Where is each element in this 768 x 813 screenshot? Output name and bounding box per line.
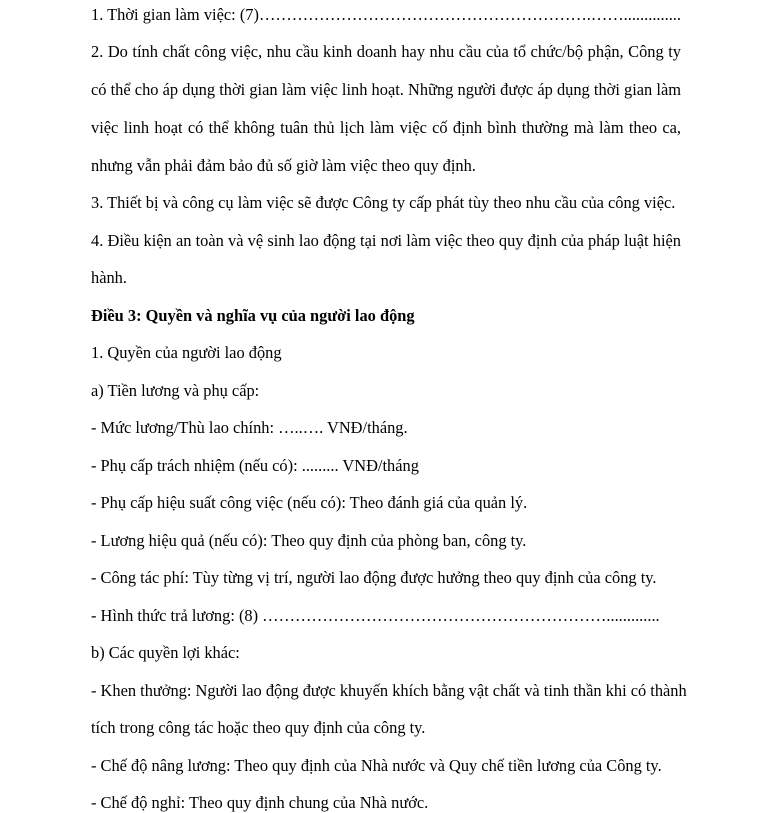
flexible-hours-line-3: việc linh hoạt có thể không tuân thủ lịch làm việc cố định bình thường mà làm theo ca, <box>91 118 681 137</box>
reward-line-2: tích trong công tác hoặc theo quy định của công ty. <box>91 718 426 737</box>
working-hours-line: 1. Thời gian làm việc: (7)…………………………………………………….…….............. <box>91 5 681 24</box>
salary-allowance-heading: a) Tiền lương và phụ cấp: <box>91 381 260 400</box>
article-3-heading: Điều 3: Quyền và nghĩa vụ của người lao động <box>91 306 415 325</box>
payment-method-line: - Hình thức trả lương: (8) ………………………………………………………............. <box>91 606 660 625</box>
salary-increase-line: - Chế độ nâng lương: Theo quy định của Nhà nước và Quy chế tiền lương của Công ty. <box>91 756 662 775</box>
flexible-hours-line-4: nhưng vẫn phải đảm bảo đủ số giờ làm việc theo quy định. <box>91 156 476 175</box>
flexible-hours-line-2: có thể cho áp dụng thời gian làm việc linh hoạt. Những người được áp dụng thời gian làm <box>91 80 681 99</box>
other-benefits-heading: b) Các quyền lợi khác: <box>91 643 240 662</box>
employee-rights-heading: 1. Quyền của người lao động <box>91 343 282 362</box>
business-expense-line: - Công tác phí: Tùy từng vị trí, người lao động được hưởng theo quy định của công ty. <box>91 568 657 587</box>
flexible-hours-line-1: 2. Do tính chất công việc, nhu cầu kinh doanh hay nhu cầu của tổ chức/bộ phận, Công ty <box>91 42 681 61</box>
reward-line-1: - Khen thưởng: Người lao động được khuyến khích bằng vật chất và tinh thần khi có thành <box>91 681 687 700</box>
safety-line-1: 4. Điều kiện an toàn và vệ sinh lao động tại nơi làm việc theo quy định của pháp luật hiện <box>91 231 681 250</box>
equipment-line: 3. Thiết bị và công cụ làm việc sẽ được Công ty cấp phát tùy theo nhu cầu của công việc. <box>91 193 676 212</box>
leave-policy-line: - Chế độ nghỉ: Theo quy định chung của Nhà nước. <box>91 793 429 812</box>
main-salary-line: - Mức lương/Thù lao chính: …..…. VNĐ/tháng. <box>91 418 408 437</box>
performance-allowance-line: - Phụ cấp hiệu suất công việc (nếu có): Theo đánh giá của quản lý. <box>91 493 528 512</box>
responsibility-allowance-line: - Phụ cấp trách nhiệm (nếu có): ......... VNĐ/tháng <box>91 456 419 475</box>
efficiency-salary-line: - Lương hiệu quả (nếu có): Theo quy định của phòng ban, công ty. <box>91 531 527 550</box>
safety-line-2: hành. <box>91 268 127 287</box>
